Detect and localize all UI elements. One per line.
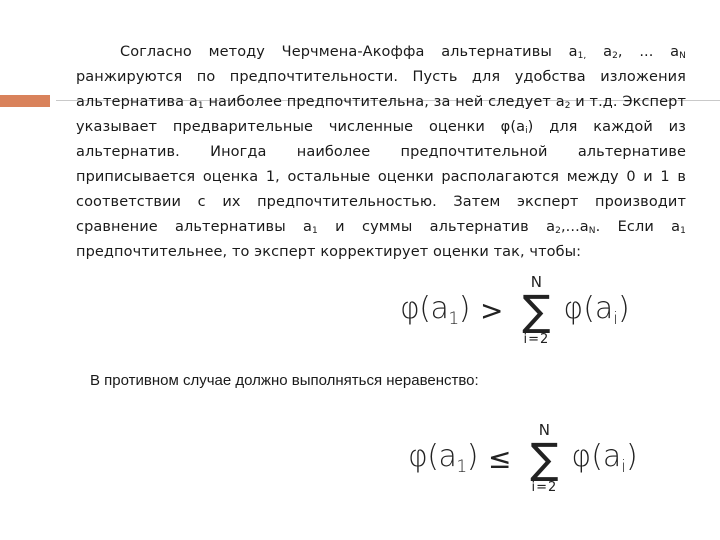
rhs-subscript: i — [613, 309, 619, 329]
lhs-paren: ) — [466, 439, 478, 474]
subscript: 2 — [564, 101, 571, 111]
subscript: 1 — [197, 101, 204, 111]
rhs-subscript: i — [621, 457, 627, 477]
subscript: N — [679, 51, 686, 61]
text-segment: ранжируются по предпочтительности. Пусть для удобства изложения альтернатива a — [76, 69, 686, 110]
formula-lhs — [408, 439, 478, 477]
lhs-subscript: 1 — [448, 309, 459, 329]
formula-greater — [400, 270, 630, 350]
phi-a: φ(a — [400, 291, 449, 326]
text-segment: ,...a — [560, 219, 589, 235]
relation-symbol: > — [479, 293, 504, 327]
sum-upper-limit: N — [538, 420, 551, 439]
phi-a: φ(a — [571, 439, 622, 474]
text-segment: , ... a — [617, 44, 680, 60]
phi-a: φ(a — [563, 291, 614, 326]
sum-lower-limit: i=2 — [531, 479, 558, 495]
text-segment: наиболее предпочтительна, за ней следует a — [203, 94, 565, 110]
sum-lower-limit: i=2 — [523, 331, 550, 347]
subscript: 2 — [612, 51, 618, 61]
summation — [521, 420, 567, 495]
accent-bar — [0, 95, 50, 107]
sum-upper-limit: N — [530, 272, 543, 291]
rhs-paren: ) — [618, 291, 630, 326]
text-segment: и т.д. Эксперт указывает предварительные численные оценки φ(a — [76, 94, 686, 135]
summation — [513, 272, 559, 347]
subscript: N — [588, 226, 596, 236]
subscript: i — [525, 126, 528, 136]
text-segment: ) для каждой из альтернатив. Иногда наиболее предпочтительной альтернативе приписывается оценка 1, остальные оценки располагаются между 0 и 1 в соответствии с их предпочтительностью. Затем эксперт производит сравнение альтернативы a — [76, 119, 686, 235]
body-paragraph — [76, 40, 686, 265]
lhs-subscript: 1 — [456, 457, 467, 477]
formula-less-equal — [408, 418, 638, 498]
rhs-paren: ) — [626, 439, 638, 474]
text-segment: и суммы альтернатив a — [317, 219, 556, 235]
text-segment: . Если a — [595, 219, 681, 235]
text-segment: предпочтительнее, то эксперт корректирует оценки так, чтобы: — [76, 244, 582, 260]
subscript: 1 — [680, 226, 686, 236]
phi-a: φ(a — [408, 439, 457, 474]
subscript: 1, — [577, 51, 587, 61]
formula-rhs — [563, 291, 629, 329]
subscript: 2 — [555, 226, 561, 236]
text-segment: Согласно методу Черчмена-Акоффа альтернативы a — [120, 44, 578, 60]
note-text: В противном случае должно выполняться неравенство: — [90, 372, 479, 389]
lhs-paren: ) — [458, 291, 470, 326]
formula-rhs — [571, 439, 637, 477]
sigma-symbol: ∑ — [530, 433, 559, 483]
formula-lhs — [400, 291, 470, 329]
sigma-symbol: ∑ — [522, 285, 551, 335]
text-segment: a — [586, 44, 613, 60]
subscript: 1 — [312, 226, 318, 236]
relation-symbol: ≤ — [487, 441, 512, 475]
